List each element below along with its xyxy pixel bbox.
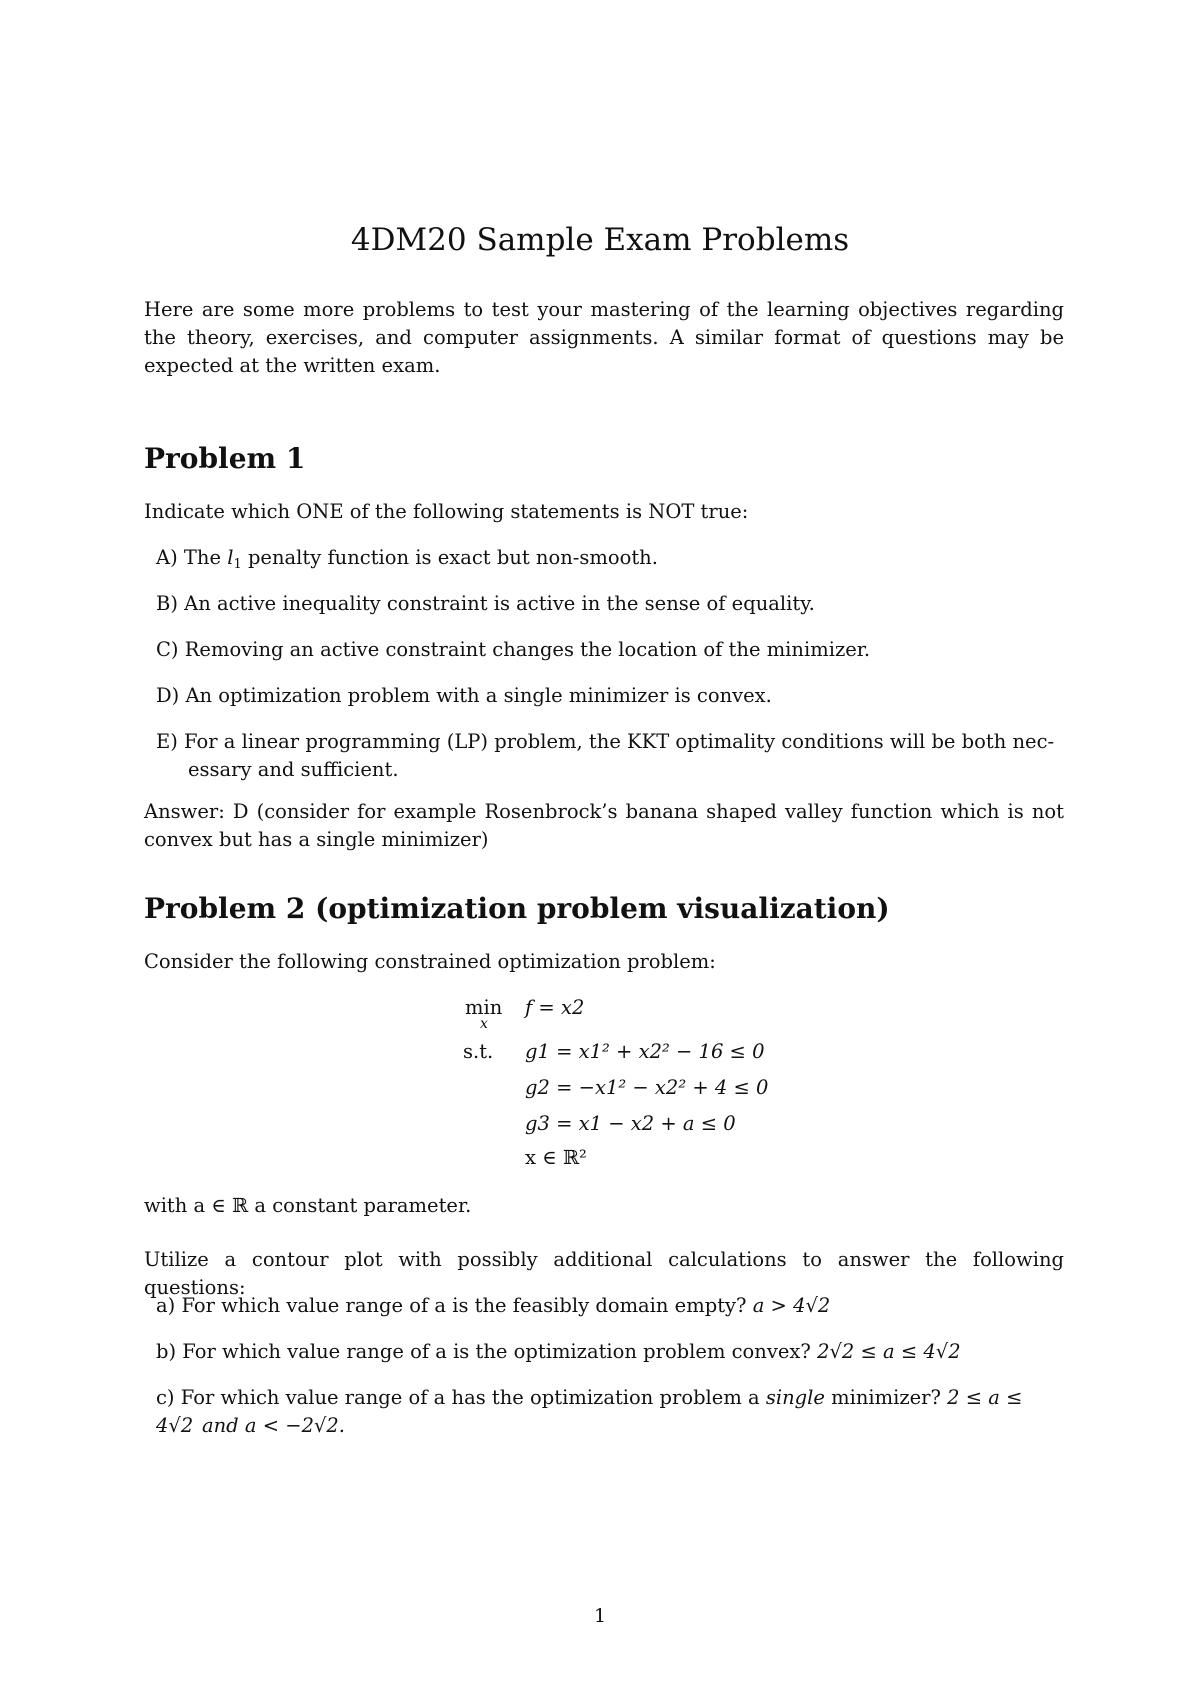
problem-2-heading: Problem 2 (optimization problem visualization) bbox=[144, 892, 890, 925]
option-text: Removing an active constraint changes the location of the minimizer. bbox=[184, 638, 871, 661]
constraint-g1: g1 = x1² + x2² − 16 ≤ 0 bbox=[525, 1040, 765, 1063]
min-label: min bbox=[465, 996, 503, 1019]
min-variable: x bbox=[480, 1016, 488, 1032]
question-label: c) bbox=[156, 1386, 175, 1409]
problem-1-option-a bbox=[156, 544, 1064, 579]
problem-2-prompt: Consider the following constrained optimization problem: bbox=[144, 950, 716, 973]
document-title: 4DM20 Sample Exam Problems bbox=[350, 222, 850, 258]
option-text-pre: The bbox=[183, 546, 228, 569]
problem-1-prompt: Indicate which ONE of the following statements is NOT true: bbox=[144, 500, 749, 523]
page-number: 1 bbox=[593, 1605, 607, 1627]
option-label: B) bbox=[156, 592, 178, 615]
option-label: D) bbox=[156, 684, 180, 707]
problem-1-heading: Problem 1 bbox=[144, 442, 306, 475]
question-answer: 2√2 ≤ a ≤ 4√2 bbox=[817, 1340, 961, 1363]
parameter-note: with a ∈ ℝ a constant parameter. bbox=[144, 1194, 472, 1217]
question-label: a) bbox=[156, 1294, 176, 1317]
domain-constraint: x ∈ ℝ² bbox=[525, 1146, 587, 1169]
problem-1-option-c bbox=[156, 636, 1064, 664]
intro-paragraph: Here are some more problems to test your mastering of the learning objectives regarding the theory, exercises, and computer assignments. A similar format of questions may be expected at the written exam. bbox=[144, 298, 1064, 377]
option-label: C) bbox=[156, 638, 179, 661]
l1-subscript: 1 bbox=[233, 557, 242, 572]
question-text-pre: For which value range of a has the optimization problem a bbox=[180, 1386, 766, 1409]
question-text: For which value range of a is the optimization problem convex? bbox=[182, 1340, 811, 1363]
option-text: An active inequality constraint is active in the sense of equality. bbox=[184, 592, 815, 615]
problem-2-question-a bbox=[156, 1292, 1064, 1320]
question-emphasis: single bbox=[765, 1386, 825, 1409]
l1-symbol: l bbox=[227, 546, 234, 569]
st-label: s.t. bbox=[463, 1040, 494, 1063]
constraint-g2: g2 = −x1² − x2² + 4 ≤ 0 bbox=[525, 1076, 769, 1099]
option-text-post: penalty function is exact but non-smooth. bbox=[241, 546, 658, 569]
objective: f = x2 bbox=[525, 996, 585, 1019]
problem-1-option-d bbox=[156, 682, 1064, 710]
option-text: For a linear programming (LP) problem, the KKT optimality conditions will be both nec-essary and sufficient. bbox=[184, 730, 1055, 781]
constraint-g3: g3 = x1 − x2 + a ≤ 0 bbox=[525, 1112, 736, 1135]
question-text-post: minimizer? bbox=[824, 1386, 941, 1409]
question-text: For which value range of a is the feasibly domain empty? bbox=[181, 1294, 747, 1317]
problem-2-question-b bbox=[156, 1338, 1064, 1366]
problem-2-question-c-answer-cont: and a < −2√2. bbox=[202, 1414, 346, 1437]
problem-1-option-b bbox=[156, 590, 1064, 618]
option-text: An optimization problem with a single minimizer is convex. bbox=[185, 684, 772, 707]
problem-1-option-e bbox=[156, 728, 1096, 784]
problem-2-instruction: Utilize a contour plot with possibly additional calculations to answer the following questions: bbox=[144, 1248, 1064, 1299]
question-label: b) bbox=[156, 1340, 177, 1363]
question-answer: a > 4√2 bbox=[752, 1294, 831, 1317]
option-label: E) bbox=[156, 730, 178, 753]
option-label: A) bbox=[156, 546, 178, 569]
problem-1-answer: Answer: D (consider for example Rosenbrock’s banana shaped valley function which is not convex but has a single minimizer) bbox=[144, 800, 1064, 851]
question-answer: 2 ≤ a ≤ 4√2 bbox=[156, 1386, 1023, 1437]
